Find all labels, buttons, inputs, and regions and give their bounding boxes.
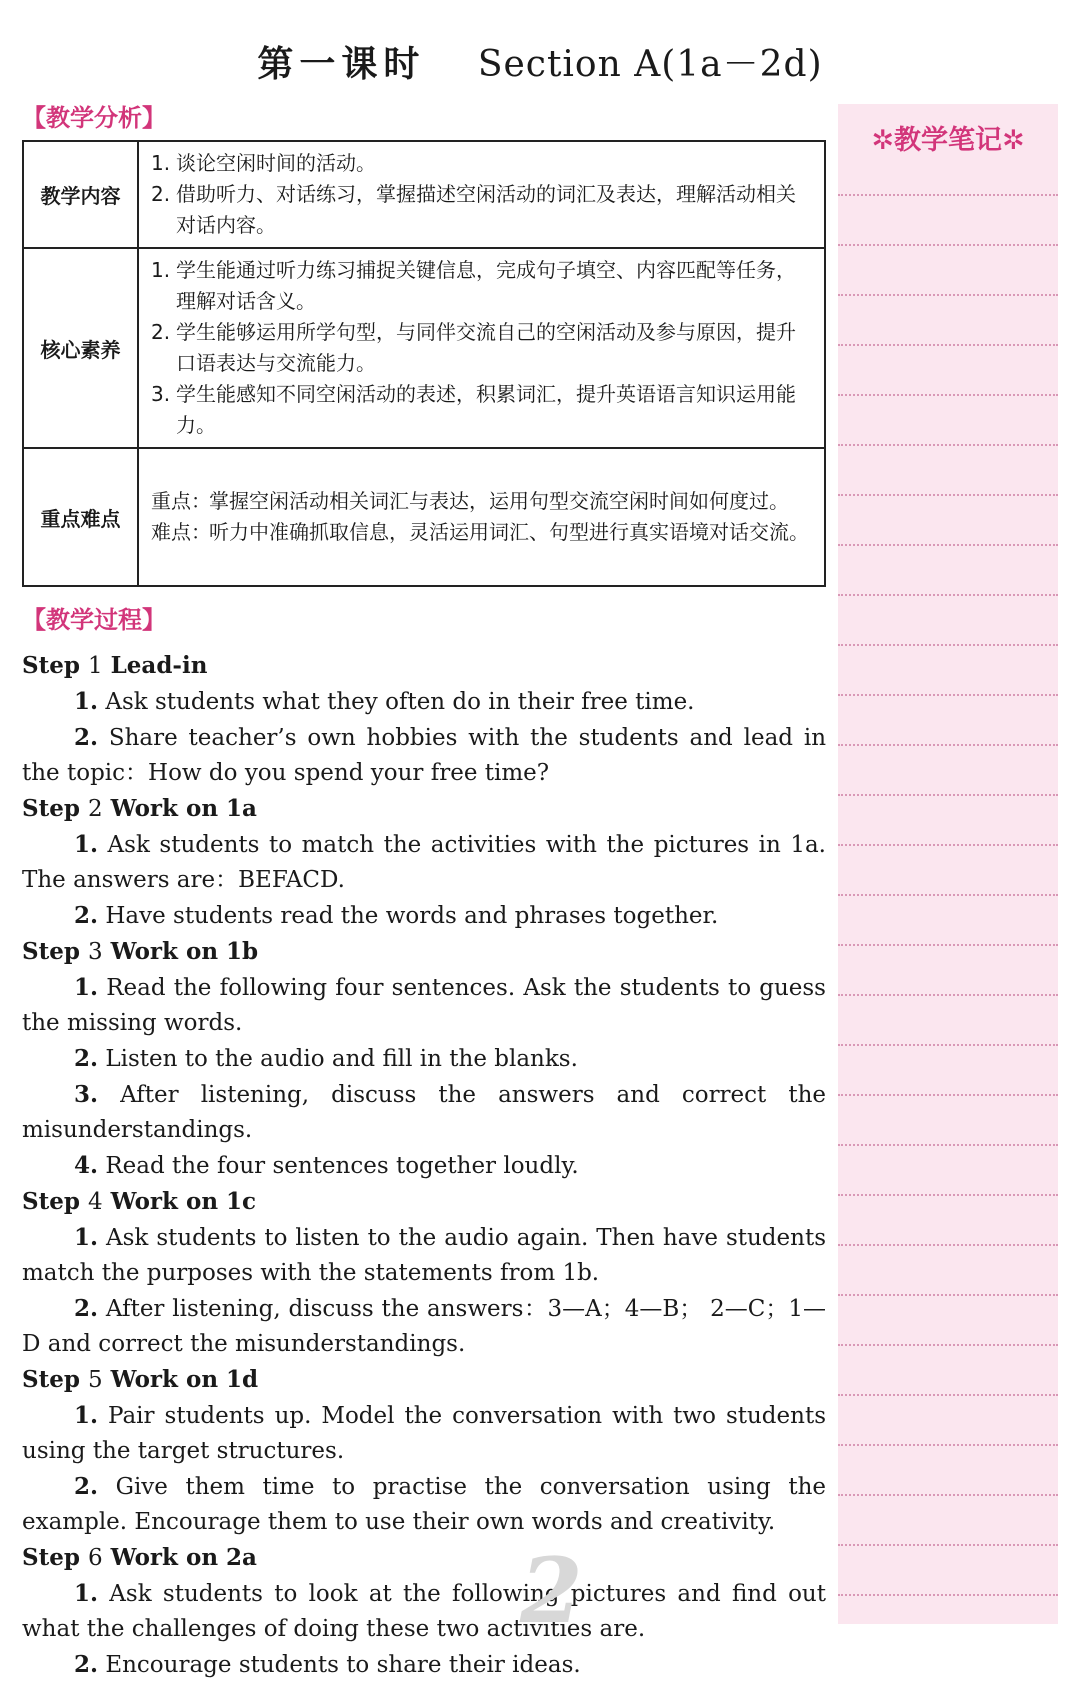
row-label-literacy: 核心素养 [23,248,138,448]
analysis-heading: 【教学分析】 [22,104,166,132]
list-item: 重点： 掌握空闲活动相关词汇与表达，运用句型交流空闲时间如何度过。 [151,489,789,513]
step-point: 2. Encourage students to share their ideas. [74,1651,581,1678]
list-item: 1. 谈论空闲时间的活动。 [151,151,376,175]
list-item: 3. 学生能感知不同空闲活动的表述，积累词汇，提升英语语言知识运用能力。 [151,382,796,437]
notes-ruled-line [838,294,1058,296]
table-row [23,448,825,586]
step-point: 2. Listen to the audio and fill in the blanks. [74,1045,578,1072]
notes-ruled-line [838,1494,1058,1496]
table-row [23,141,825,248]
row-label-key-points: 重点难点 [23,448,138,586]
list-item: 2. 学生能够运用所学句型，与同伴交流自己的空闲活动及参与原因，提升口语表达与交流能力。 [151,320,796,375]
notes-ruled-line [838,1094,1058,1096]
step-heading: Step 2 Work on 1a [22,795,257,822]
notes-ruled-line [838,844,1058,846]
notes-ruled-line [838,694,1058,696]
notes-ruled-line [838,594,1058,596]
step-point: 1. Ask students to listen to the audio again. Then have students match the purposes with the statements from 1b. [22,1224,827,1286]
page-number: 2 [520,1538,583,1644]
notes-ruled-line [838,894,1058,896]
step-heading: Step 4 Work on 1c [22,1188,257,1215]
notes-ruled-line [838,944,1058,946]
lesson-title-en: Section A(1a－2d) [477,44,823,85]
list-item: 1. 学生能通过听力练习捕捉关键信息，完成句子填空、内容匹配等任务，理解对话含义。 [151,258,796,313]
step-point: 4. Read the four sentences together loudly. [74,1152,579,1179]
step-point: 2. Share teacher’s own hobbies with the students and lead in the topic：How do you spend your free time? [22,724,827,786]
step-point: 2. Give them time to practise the conversation using the example. Encourage them to use their own words and creativity. [22,1473,826,1535]
notes-ruled-line [838,794,1058,796]
notes-ruled-line [838,1044,1058,1046]
notes-ruled-line [838,1144,1058,1146]
step-point: 3. After listening, discuss the answers and correct the misunderstandings. [22,1081,827,1143]
notes-ruled-line [838,644,1058,646]
lesson-title-cn: 第一课时 [257,44,426,85]
step-point: 2. After listening, discuss the answers：3—A；4—B； 2—C；1—D and correct the misunderstandings. [22,1295,826,1357]
notes-ruled-line [838,444,1058,446]
step-point: 1. Ask students what they often do in their free time. [74,688,695,715]
teaching-process [22,648,826,1683]
notes-ruled-line [838,1444,1058,1446]
notes-ruled-line [838,1194,1058,1196]
step-heading: Step 6 Work on 2a [22,1544,257,1571]
notes-ruled-line [838,1244,1058,1246]
row-label-content: 教学内容 [23,141,138,248]
notes-ruled-line [838,494,1058,496]
process-heading: 【教学过程】 [22,606,166,634]
step-point: 2. Have students read the words and phrases together. [74,902,719,929]
step-point: 1. Ask students to look at the following pictures and find out what the challenges of doing these two activities are. [22,1580,826,1642]
notes-ruled-line [838,394,1058,396]
notes-ruled-line [838,1294,1058,1296]
step-heading: Step 5 Work on 1d [22,1366,259,1393]
notes-ruled-line [838,244,1058,246]
step-heading: Step 1 Lead-in [22,652,208,679]
step-point: 1. Read the following four sentences. Ask the students to guess the missing words. [22,974,826,1036]
notes-ruled-line [838,1344,1058,1346]
page-title [0,36,1080,87]
analysis-table [22,140,826,587]
notes-ruled-line [838,1544,1058,1546]
list-item: 2. 借助听力、对话练习，掌握描述空闲活动的词汇及表达，理解活动相关对话内容。 [151,182,796,237]
list-item: 难点： 听力中准确抓取信息，灵活运用词汇、句型进行真实语境对话交流。 [151,520,809,544]
notes-ruled-line [838,1594,1058,1596]
notes-title: ✲教学笔记✲ [871,125,1025,156]
table-row [23,248,825,448]
notes-ruled-line [838,1394,1058,1396]
step-point: 1. Pair students up. Model the conversation with two students using the target structures. [22,1402,826,1464]
notes-ruled-line [838,744,1058,746]
notes-ruled-line [838,194,1058,196]
step-heading: Step 3 Work on 1b [22,938,259,965]
step-point: 1. Ask students to match the activities with the pictures in 1a. The answers are：BEFACD. [22,831,826,893]
notes-panel[interactable] [838,104,1058,1624]
notes-ruled-line [838,344,1058,346]
notes-ruled-line [838,994,1058,996]
notes-ruled-line [838,544,1058,546]
